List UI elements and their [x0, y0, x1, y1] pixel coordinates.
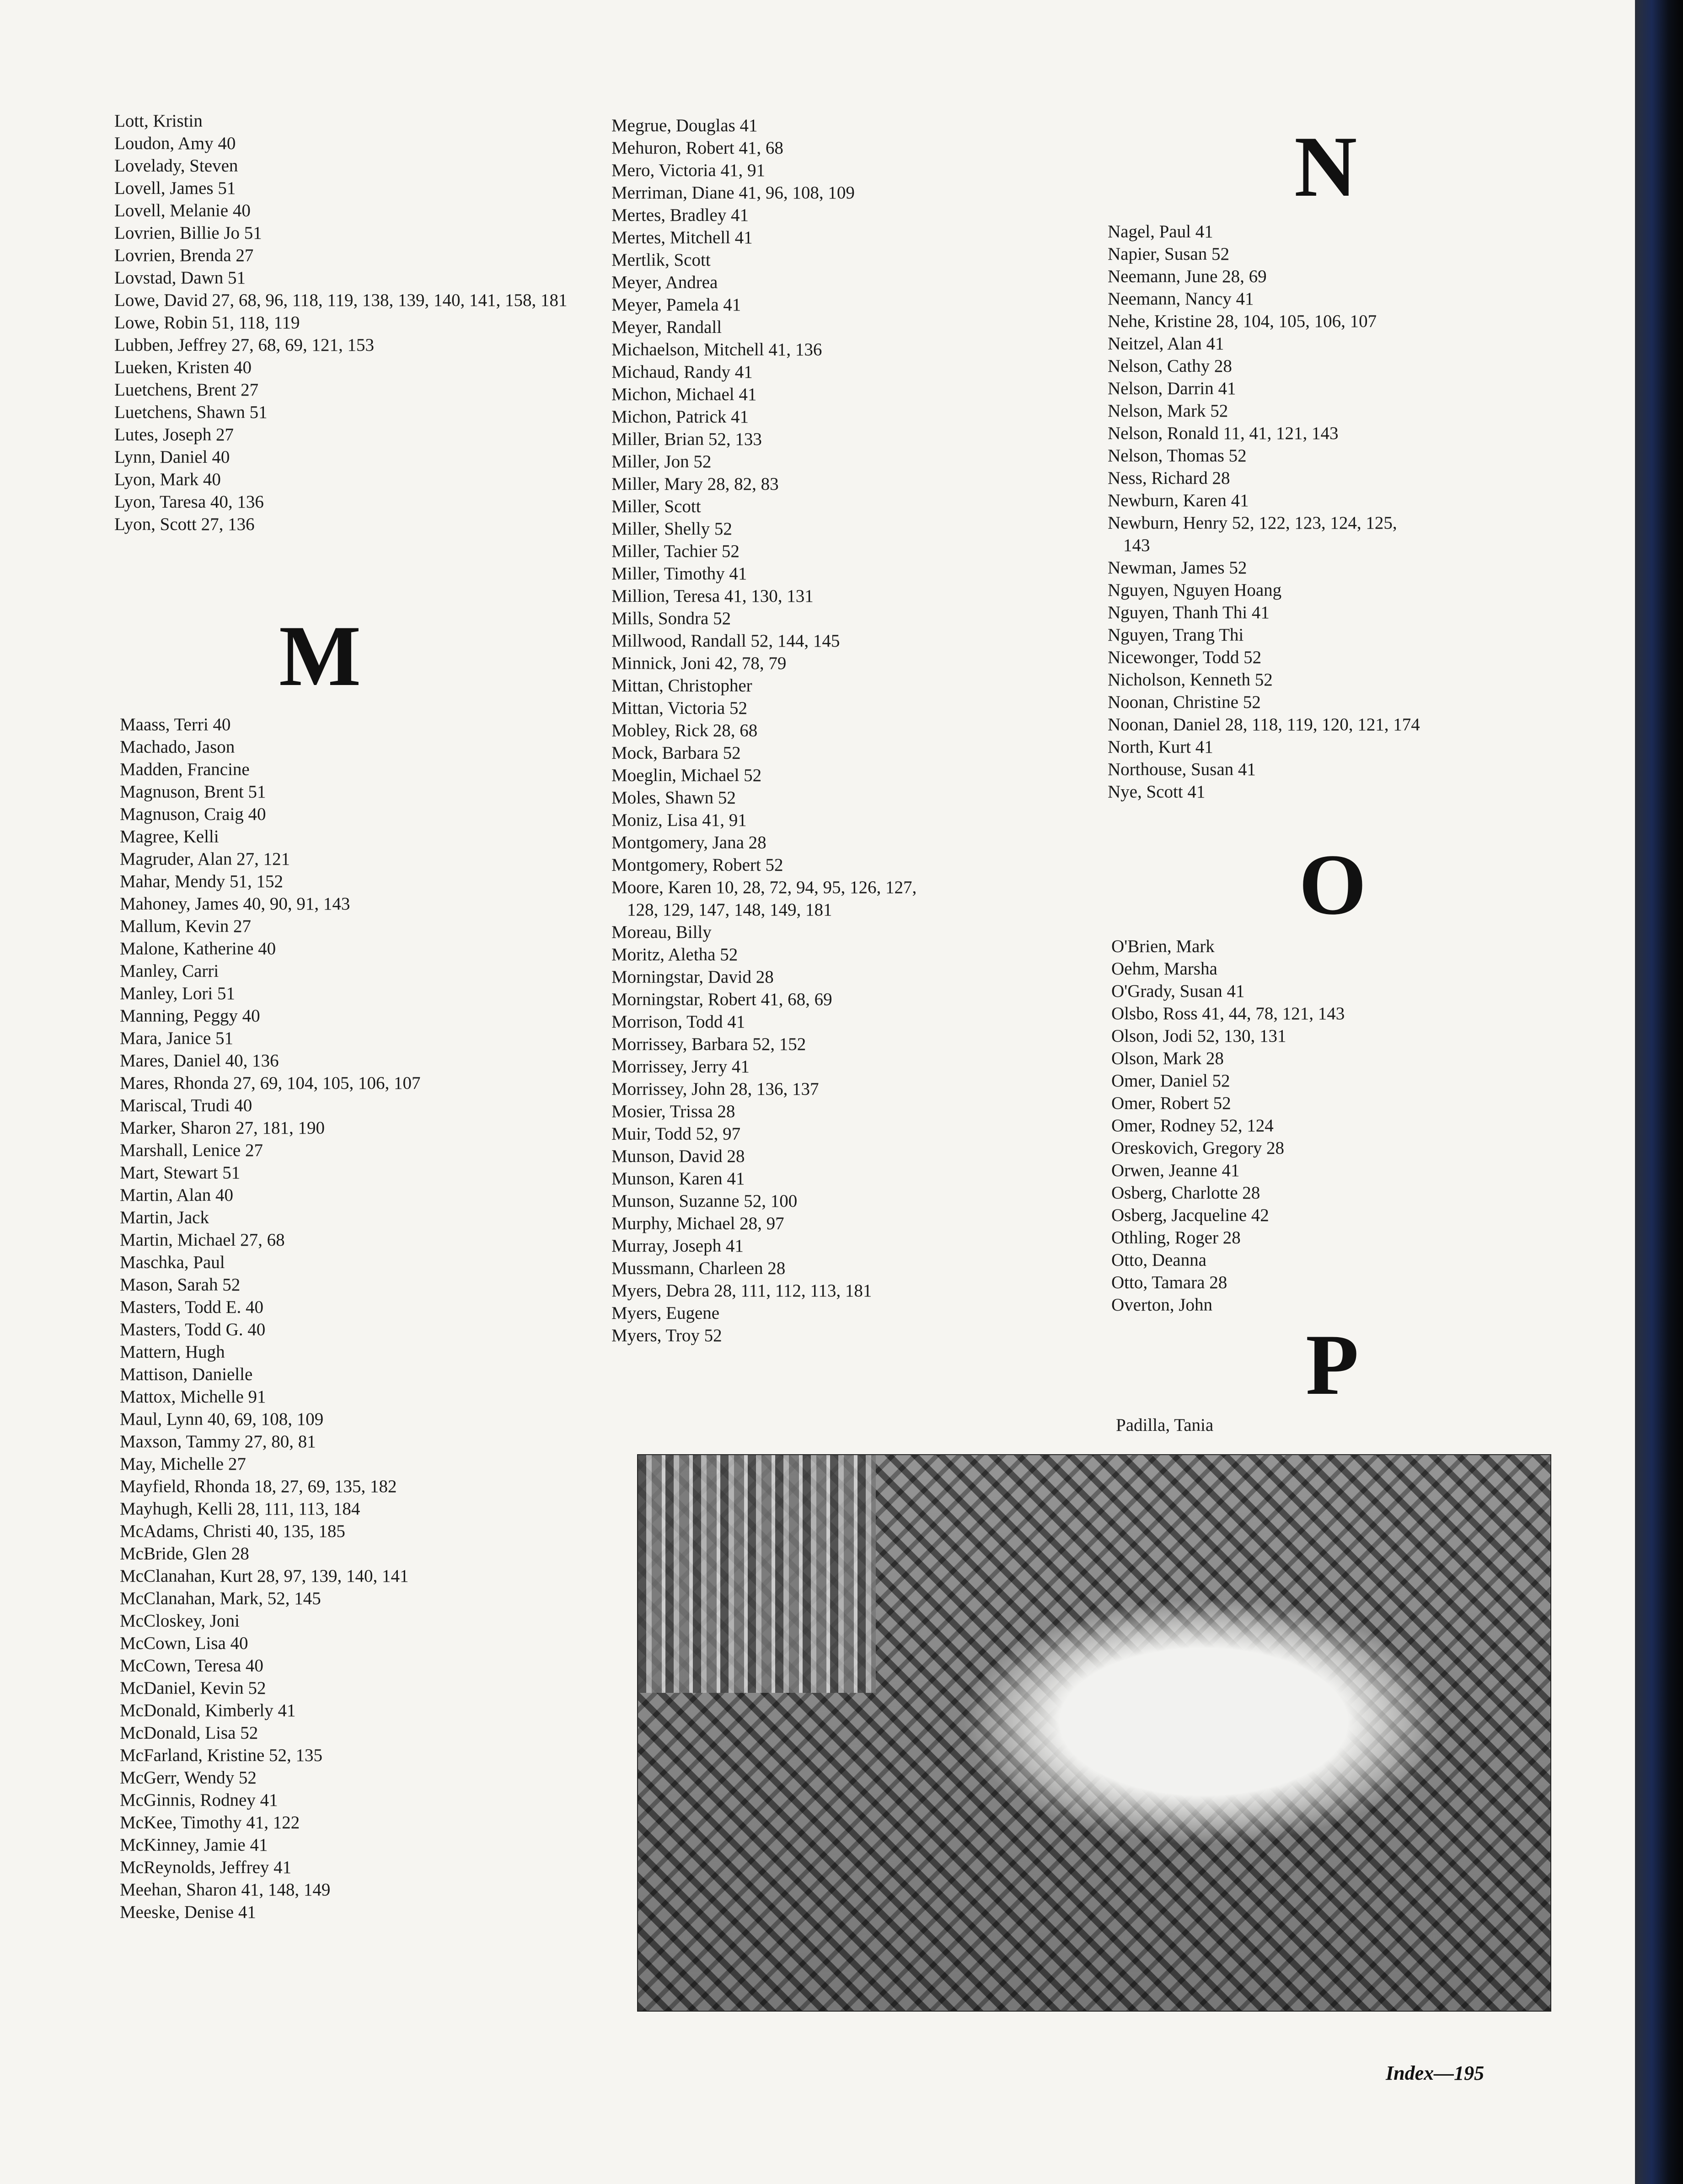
index-entry: Magnuson, Brent 51 — [120, 782, 266, 802]
index-entry: Mertes, Mitchell 41 — [611, 228, 753, 247]
index-entry: Lovrien, Billie Jo 51 — [114, 223, 262, 243]
photo-student-sleeping-on-couch — [637, 1454, 1551, 2012]
index-entry: Minnick, Joni 42, 78, 79 — [611, 653, 787, 673]
index-entry: Olsbo, Ross 41, 44, 78, 121, 143 — [1111, 1004, 1345, 1023]
index-column-1-m — [120, 713, 577, 1923]
index-entry: Otto, Tamara 28 — [1111, 1273, 1227, 1292]
index-entry: Lubben, Jeffrey 27, 68, 69, 121, 153 — [114, 335, 374, 355]
index-entry: Murphy, Michael 28, 97 — [611, 1214, 784, 1233]
index-entry: Murray, Joseph 41 — [611, 1236, 744, 1256]
index-entry: Manley, Carri — [120, 961, 219, 981]
index-entry: Mittan, Victoria 52 — [611, 698, 747, 718]
bookshelf-background — [638, 1455, 876, 1693]
index-entry: Mussmann, Charleen 28 — [611, 1258, 786, 1278]
index-entry: Munson, David 28 — [611, 1146, 745, 1166]
index-entry: Noonan, Christine 52 — [1108, 692, 1261, 712]
index-entry: Machado, Jason — [120, 737, 235, 757]
index-entry: McDonald, Lisa 52 — [120, 1723, 258, 1743]
index-entry: Neemann, June 28, 69 — [1108, 267, 1267, 286]
index-entry: McKinney, Jamie 41 — [120, 1835, 268, 1855]
index-entry: Mara, Janice 51 — [120, 1028, 233, 1048]
index-entry: Martin, Michael 27, 68 — [120, 1230, 285, 1250]
index-entry: McCloskey, Joni — [120, 1611, 240, 1631]
index-entry: Moore, Karen 10, 28, 72, 94, 95, 126, 127, 128, 129, 147, 148, 149, 181 — [611, 878, 917, 920]
index-entry: McGinnis, Rodney 41 — [120, 1790, 278, 1810]
index-entry: Marshall, Lenice 27 — [120, 1140, 263, 1160]
index-entry: Moeglin, Michael 52 — [611, 765, 762, 785]
index-entry: Miller, Scott — [611, 497, 701, 516]
index-entry: Michaelson, Mitchell 41, 136 — [611, 340, 822, 359]
index-entry: Myers, Debra 28, 111, 112, 113, 181 — [611, 1281, 872, 1301]
index-entry: Martin, Jack — [120, 1208, 209, 1227]
letter-heading-p: P — [1306, 1317, 1359, 1413]
index-entry: Morningstar, David 28 — [611, 967, 774, 987]
index-entry: Neemann, Nancy 41 — [1108, 289, 1254, 309]
index-entry: Malone, Katherine 40 — [120, 939, 276, 958]
index-entry: Mahar, Mendy 51, 152 — [120, 872, 283, 891]
index-entry: Mayfield, Rhonda 18, 27, 69, 135, 182 — [120, 1477, 397, 1496]
index-entry: Maschka, Paul — [120, 1253, 225, 1272]
index-entry: Lowe, Robin 51, 118, 119 — [114, 313, 300, 332]
index-entry: Mattern, Hugh — [120, 1342, 225, 1362]
index-entry: Lott, Kristin — [114, 111, 203, 131]
index-entry: Muir, Todd 52, 97 — [611, 1124, 741, 1144]
index-entry: Nguyen, Thanh Thi 41 — [1108, 603, 1270, 622]
index-entry: Martin, Alan 40 — [120, 1185, 234, 1205]
index-entry: Omer, Daniel 52 — [1111, 1071, 1230, 1091]
index-entry: Maass, Terri 40 — [120, 715, 231, 734]
index-entry: Meyer, Pamela 41 — [611, 295, 741, 315]
index-entry: Mertlik, Scott — [611, 250, 711, 270]
index-entry: Oreskovich, Gregory 28 — [1111, 1138, 1284, 1158]
index-entry: Nguyen, Nguyen Hoang — [1108, 580, 1282, 600]
index-entry: Moniz, Lisa 41, 91 — [611, 810, 747, 830]
index-entry: Othling, Roger 28 — [1111, 1228, 1241, 1247]
index-entry: Michon, Michael 41 — [611, 385, 757, 404]
index-entry: Mero, Victoria 41, 91 — [611, 161, 765, 180]
index-entry: Lutes, Joseph 27 — [114, 425, 234, 444]
index-entry: O'Grady, Susan 41 — [1111, 981, 1245, 1001]
index-entry: Mock, Barbara 52 — [611, 743, 741, 763]
index-entry: Nelson, Cathy 28 — [1108, 356, 1232, 376]
index-entry: Magnuson, Craig 40 — [120, 804, 266, 824]
index-entry: Miller, Shelly 52 — [611, 519, 732, 539]
index-entry: Mobley, Rick 28, 68 — [611, 721, 758, 740]
index-entry: Meeske, Denise 41 — [120, 1902, 256, 1922]
index-entry: Morrissey, John 28, 136, 137 — [611, 1079, 819, 1099]
index-entry: McBride, Glen 28 — [120, 1544, 249, 1563]
index-entry: Newman, James 52 — [1108, 558, 1247, 578]
page-folio: Index—195 — [1386, 2062, 1485, 2084]
index-entry: Nelson, Mark 52 — [1108, 401, 1228, 421]
index-entry: Morrison, Todd 41 — [611, 1012, 745, 1032]
index-entry: McGerr, Wendy 52 — [120, 1768, 257, 1788]
index-entry: Lynn, Daniel 40 — [114, 447, 230, 467]
index-entry: Nguyen, Trang Thi — [1108, 625, 1244, 645]
index-entry: Lovrien, Brenda 27 — [114, 246, 254, 265]
index-entry: Nicewonger, Todd 52 — [1108, 648, 1262, 667]
index-entry: Moreau, Billy — [611, 922, 712, 942]
index-entry: Northouse, Susan 41 — [1108, 760, 1256, 779]
index-entry: Orwen, Jeanne 41 — [1111, 1161, 1240, 1180]
index-entry: Mart, Stewart 51 — [120, 1163, 241, 1183]
index-entry: Luetchens, Brent 27 — [114, 380, 259, 400]
index-entry: Lyon, Taresa 40, 136 — [114, 492, 264, 512]
index-entry: Myers, Eugene — [611, 1303, 720, 1323]
index-entry: Marker, Sharon 27, 181, 190 — [120, 1118, 325, 1138]
index-entry: Maul, Lynn 40, 69, 108, 109 — [120, 1409, 324, 1429]
index-column-1-l — [114, 110, 572, 535]
index-entry: Miller, Brian 52, 133 — [611, 429, 762, 449]
index-entry: Mattison, Danielle — [120, 1365, 253, 1384]
index-entry: Moritz, Aletha 52 — [611, 945, 738, 964]
index-entry: Lueken, Kristen 40 — [114, 358, 252, 377]
index-entry: Morrissey, Barbara 52, 152 — [611, 1034, 806, 1054]
index-entry: McAdams, Christi 40, 135, 185 — [120, 1521, 345, 1541]
index-entry: Mehuron, Robert 41, 68 — [611, 138, 783, 158]
index-entry: Mertes, Bradley 41 — [611, 205, 749, 225]
index-entry: Munson, Suzanne 52, 100 — [611, 1191, 798, 1211]
index-entry: Masters, Todd E. 40 — [120, 1297, 263, 1317]
index-entry: Osberg, Charlotte 28 — [1111, 1183, 1260, 1203]
index-entry: Madden, Francine — [120, 760, 250, 779]
index-entry: McClanahan, Mark, 52, 145 — [120, 1589, 321, 1608]
letter-heading-n: N — [1294, 119, 1357, 215]
index-entry: Mason, Sarah 52 — [120, 1275, 241, 1295]
index-entry: North, Kurt 41 — [1108, 737, 1213, 757]
index-entry: Nelson, Thomas 52 — [1108, 446, 1247, 466]
index-entry: Munson, Karen 41 — [611, 1169, 745, 1188]
index-entry: Masters, Todd G. 40 — [120, 1320, 266, 1339]
index-entry: Lovell, James 51 — [114, 178, 236, 198]
index-entry: Mallum, Kevin 27 — [120, 916, 252, 936]
index-entry: Nehe, Kristine 28, 104, 105, 106, 107 — [1108, 311, 1377, 331]
index-entry: Lovell, Melanie 40 — [114, 201, 251, 220]
index-entry: Noonan, Daniel 28, 118, 119, 120, 121, 174 — [1108, 715, 1420, 734]
index-entry: Loudon, Amy 40 — [114, 134, 236, 153]
index-entry: Overton, John — [1111, 1295, 1212, 1315]
index-entry: Newburn, Henry 52, 122, 123, 124, 125, 143 — [1108, 513, 1397, 555]
index-entry: Nye, Scott 41 — [1108, 782, 1206, 802]
index-entry: Lyon, Mark 40 — [114, 470, 221, 489]
index-entry: Nelson, Darrin 41 — [1108, 379, 1236, 398]
index-entry: May, Michelle 27 — [120, 1454, 246, 1474]
index-entry: Michaud, Randy 41 — [611, 362, 753, 382]
index-entry: Nicholson, Kenneth 52 — [1108, 670, 1273, 690]
index-entry: Neitzel, Alan 41 — [1108, 334, 1224, 353]
index-entry: Napier, Susan 52 — [1108, 244, 1229, 264]
index-entry: Ness, Richard 28 — [1108, 468, 1230, 488]
binding-edge — [1635, 0, 1683, 2184]
index-entry: Oehm, Marsha — [1111, 959, 1217, 979]
index-column-2 — [611, 114, 932, 1347]
index-entry: Millwood, Randall 52, 144, 145 — [611, 631, 840, 651]
index-entry: McDaniel, Kevin 52 — [120, 1678, 266, 1698]
index-entry: Lyon, Scott 27, 136 — [114, 514, 255, 534]
index-entry: Maxson, Tammy 27, 80, 81 — [120, 1432, 316, 1451]
index-column-3-o — [1111, 935, 1477, 1316]
index-entry: McReynolds, Jeffrey 41 — [120, 1857, 292, 1877]
index-entry: McCown, Lisa 40 — [120, 1633, 248, 1653]
index-entry: Padilla, Tania — [1116, 1415, 1214, 1435]
index-entry: Meyer, Andrea — [611, 273, 718, 292]
index-entry: Lowe, David 27, 68, 96, 118, 119, 138, 139, 140, 141, 158, 181 — [114, 290, 568, 310]
index-entry: Montgomery, Robert 52 — [611, 855, 783, 875]
index-entry: Miller, Mary 28, 82, 83 — [611, 474, 779, 494]
index-entry: Magree, Kelli — [120, 827, 219, 846]
index-entry: Miller, Tachier 52 — [611, 541, 740, 561]
letter-heading-m: M — [279, 608, 361, 704]
index-entry: McFarland, Kristine 52, 135 — [120, 1745, 323, 1765]
index-entry: Olson, Jodi 52, 130, 131 — [1111, 1026, 1286, 1046]
index-entry: Mahoney, James 40, 90, 91, 143 — [120, 894, 350, 914]
index-entry: Mayhugh, Kelli 28, 111, 113, 184 — [120, 1499, 360, 1519]
index-entry: Myers, Troy 52 — [611, 1326, 722, 1345]
index-column-3-n — [1108, 220, 1428, 803]
index-entry: Omer, Rodney 52, 124 — [1111, 1116, 1274, 1135]
index-entry: Mattox, Michelle 91 — [120, 1387, 266, 1407]
index-entry: Miller, Timothy 41 — [611, 564, 747, 583]
index-entry: Megrue, Douglas 41 — [611, 116, 758, 135]
index-entry: Omer, Robert 52 — [1111, 1093, 1231, 1113]
index-entry: Mosier, Trissa 28 — [611, 1102, 735, 1121]
index-entry: Mills, Sondra 52 — [611, 609, 731, 628]
index-entry: Moles, Shawn 52 — [611, 788, 736, 808]
index-entry: Morningstar, Robert 41, 68, 69 — [611, 990, 832, 1009]
index-entry: Osberg, Jacqueline 42 — [1111, 1205, 1269, 1225]
index-entry: O'Brien, Mark — [1111, 937, 1215, 956]
index-entry: Michon, Patrick 41 — [611, 407, 749, 427]
letter-heading-o: O — [1299, 837, 1367, 933]
index-entry: Million, Teresa 41, 130, 131 — [611, 586, 814, 606]
index-entry: Meyer, Randall — [611, 317, 722, 337]
index-entry: Mares, Daniel 40, 136 — [120, 1051, 279, 1071]
index-entry: Nagel, Paul 41 — [1108, 222, 1213, 241]
index-entry: Meehan, Sharon 41, 148, 149 — [120, 1880, 331, 1900]
index-entry: Newburn, Karen 41 — [1108, 491, 1249, 510]
index-entry: Manning, Peggy 40 — [120, 1006, 260, 1026]
index-entry: Luetchens, Shawn 51 — [114, 402, 268, 422]
index-entry: Olson, Mark 28 — [1111, 1049, 1224, 1068]
index-entry: Lovstad, Dawn 51 — [114, 268, 246, 288]
index-entry: Mittan, Christopher — [611, 676, 752, 696]
index-entry: McDonald, Kimberly 41 — [120, 1701, 296, 1720]
index-entry: Lovelady, Steven — [114, 156, 238, 176]
index-entry: McClanahan, Kurt 28, 97, 139, 140, 141 — [120, 1566, 409, 1586]
index-entry: McKee, Timothy 41, 122 — [120, 1813, 300, 1832]
index-entry: Merriman, Diane 41, 96, 108, 109 — [611, 183, 855, 203]
index-entry: Montgomery, Jana 28 — [611, 833, 766, 852]
index-entry: Mares, Rhonda 27, 69, 104, 105, 106, 107 — [120, 1073, 421, 1093]
index-entry: Magruder, Alan 27, 121 — [120, 849, 290, 869]
index-entry: Otto, Deanna — [1111, 1250, 1206, 1270]
index-column-3-p — [1116, 1414, 1436, 1436]
index-entry: Nelson, Ronald 11, 41, 121, 143 — [1108, 423, 1339, 443]
index-entry: McCown, Teresa 40 — [120, 1656, 263, 1675]
index-entry: Mariscal, Trudi 40 — [120, 1096, 252, 1115]
index-entry: Miller, Jon 52 — [611, 452, 712, 471]
index-entry: Manley, Lori 51 — [120, 984, 235, 1003]
index-entry: Morrissey, Jerry 41 — [611, 1057, 750, 1076]
